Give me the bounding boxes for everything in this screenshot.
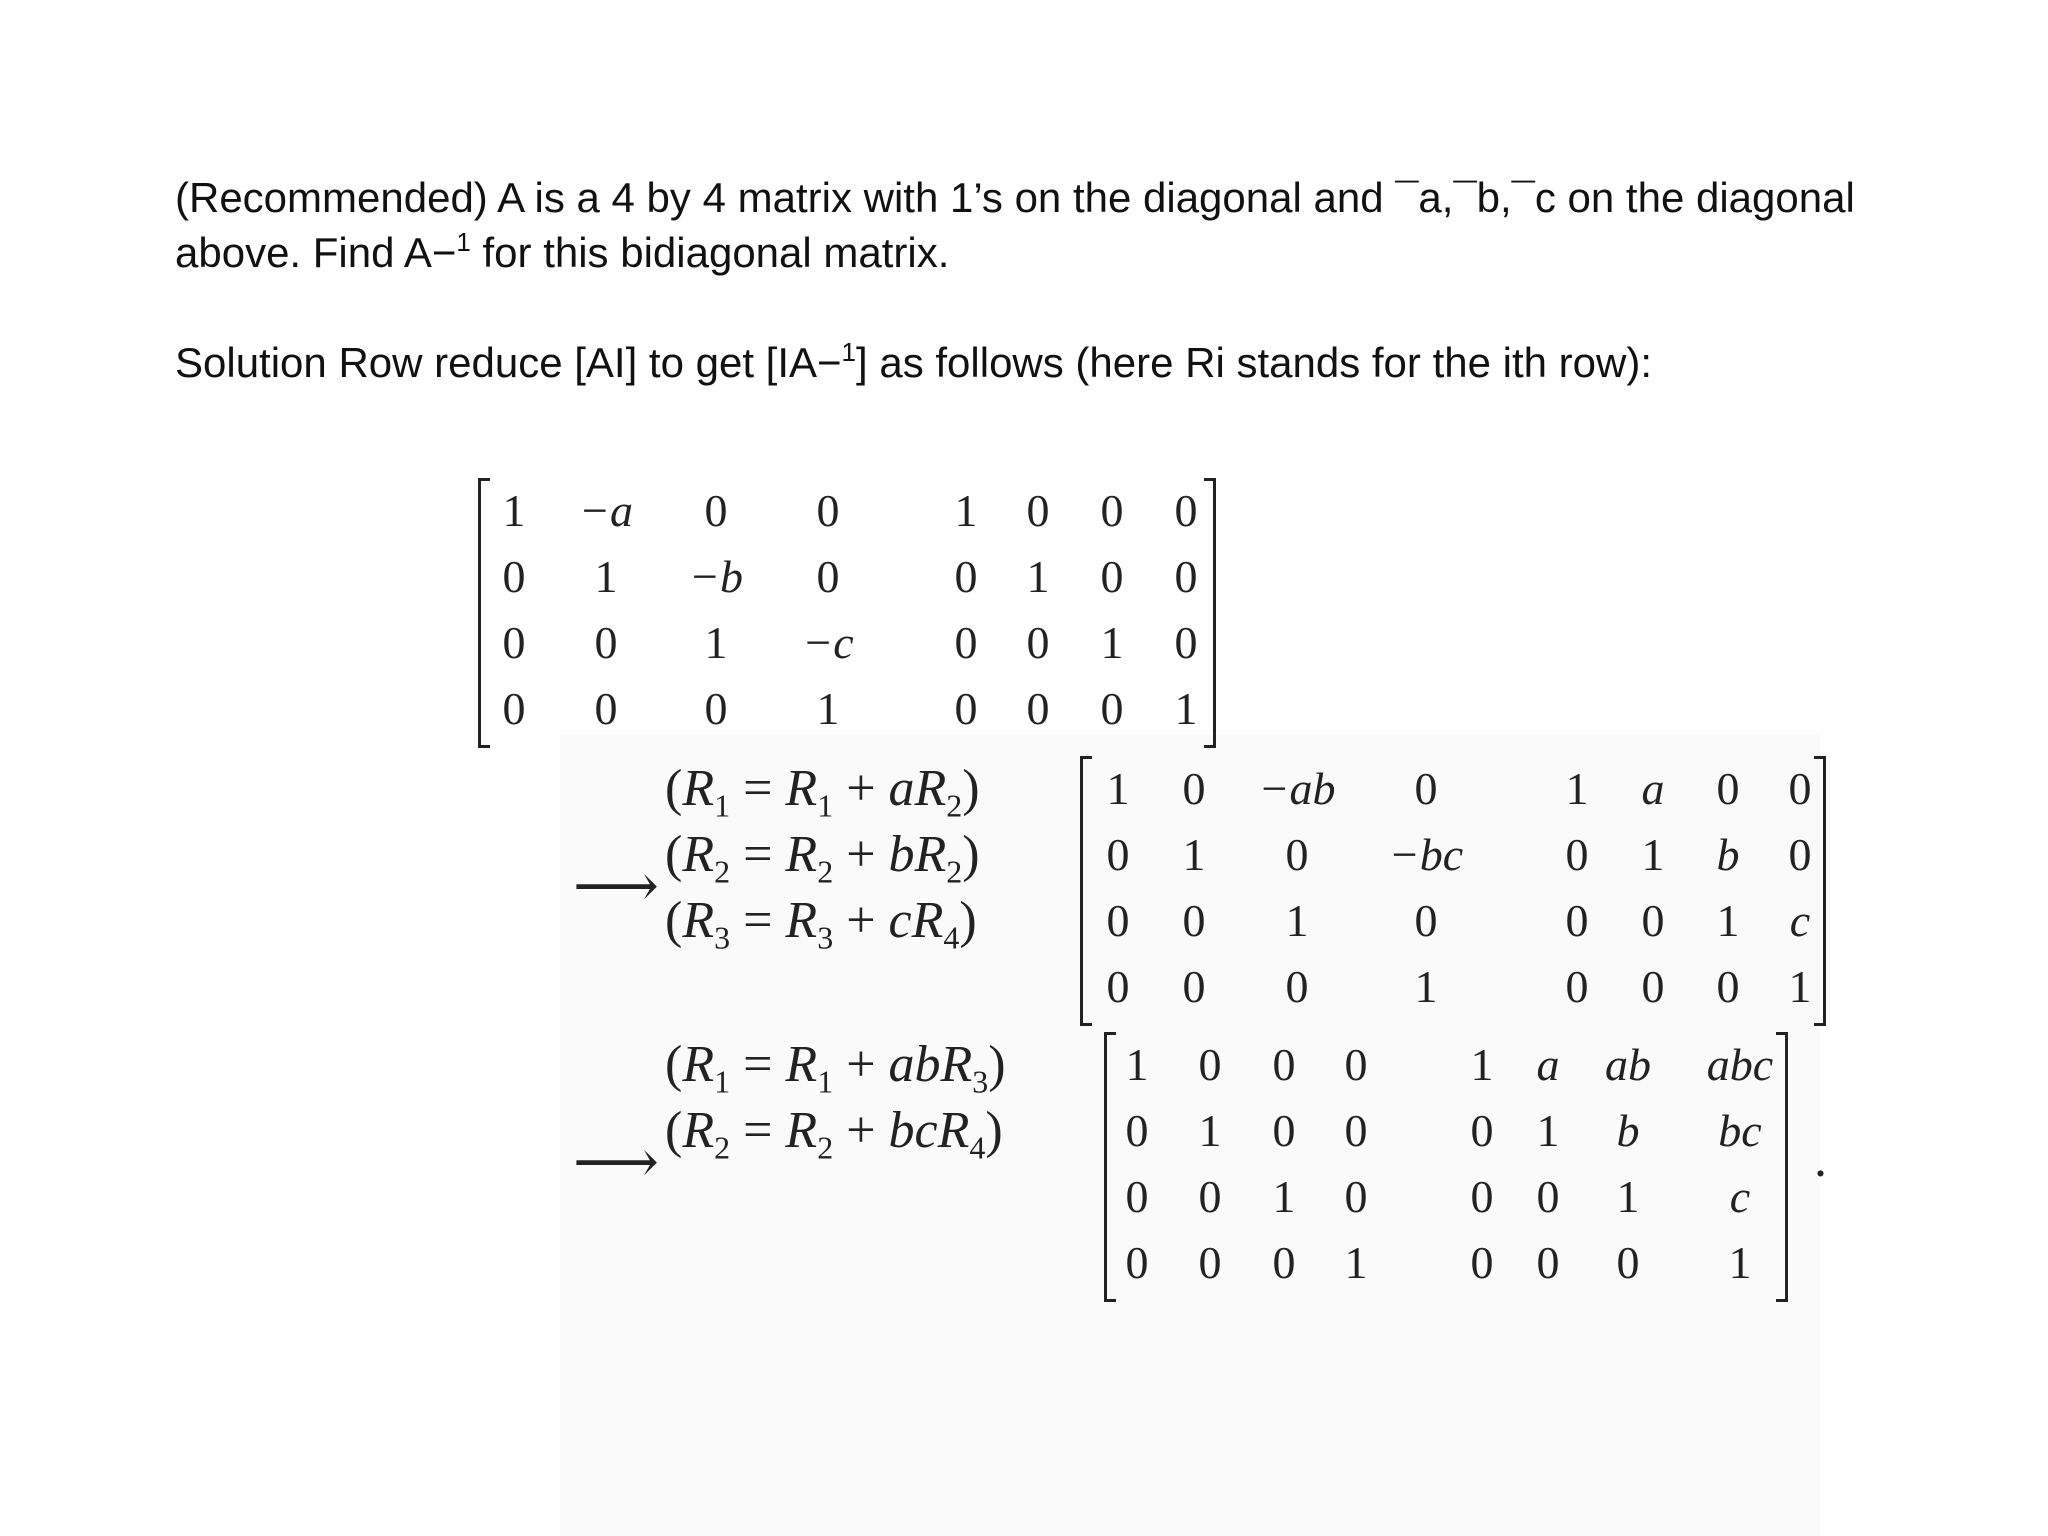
row-index: 2 [946,853,963,890]
paren: ( [665,826,683,883]
matrix-cell: 0 [1174,485,1198,536]
right-arrow-icon: ⟶ [573,851,660,921]
row-symbol: R [682,826,715,883]
matrix-cell: 0 [1565,895,1589,946]
matrix-cell: −a [578,485,634,536]
coefficient: c [888,892,912,949]
paren: ( [665,892,683,949]
plus-sign: + [833,892,889,949]
matrix-cell: 0 [1536,1171,1560,1222]
matrix-cell: 0 [954,683,978,734]
row-index: 2 [946,787,963,824]
matrix-cell: 0 [1414,763,1438,814]
matrix-cell: 0 [1285,961,1309,1012]
matrix-cell: 0 [1182,961,1206,1012]
matrix-cell: −bc [1388,829,1464,880]
matrix-cell: 0 [594,683,618,734]
matrix-cell: 0 [816,485,840,536]
matrix-cell: 0 [1536,1237,1560,1288]
matrix-cell: 0 [1470,1237,1494,1288]
row-symbol: R [785,892,818,949]
matrix-cell: 0 [1106,961,1130,1012]
equals-sign: = [730,826,786,883]
row-symbol: R [937,1102,970,1159]
row-symbol: R [682,760,715,817]
row-index: 1 [714,787,731,824]
matrix-cell: 0 [1616,1237,1640,1288]
paren: ) [962,760,980,817]
matrix-cell: a [1641,763,1665,814]
coefficient: a [888,760,915,817]
matrix-cell: 0 [1788,829,1812,880]
matrix-cell: 0 [1125,1237,1149,1288]
matrix-cell: 0 [1470,1171,1494,1222]
coefficient: b [888,826,915,883]
matrix-cell: 0 [1106,895,1130,946]
matrix-cell: 0 [704,683,728,734]
problem-text: (Recommended) A is a 4 by 4 matrix with 1’s on the diagonal and ¯a,¯b,¯c on the diagonal [175,174,1855,221]
matrix-cell: 0 [1182,763,1206,814]
row-index: 1 [714,1063,731,1100]
coefficient: ab [888,1036,941,1093]
matrix-cell: b [1716,829,1740,880]
equals-sign: = [730,1036,786,1093]
matrix-cell: 1 [1641,829,1665,880]
plus-sign: + [833,1102,889,1159]
matrix-cell: 0 [502,683,526,734]
matrix-cell: 0 [1198,1039,1222,1090]
row-operation [665,1098,1003,1164]
row-operation [665,822,980,888]
row-index: 2 [817,853,834,890]
row-index: 3 [972,1063,989,1100]
row-symbol: R [682,1036,715,1093]
matrix-cell: abc [1706,1039,1774,1090]
step2-augmented-matrix [1104,1032,1788,1302]
matrix-cell: 0 [1125,1171,1149,1222]
matrix-cell: 1 [1414,961,1438,1012]
matrix-cell: 0 [1716,961,1740,1012]
matrix-cell: bc [1718,1105,1762,1156]
matrix-cell: 0 [1198,1171,1222,1222]
matrix-cell: 1 [502,485,526,536]
matrix-cell: 1 [1174,683,1198,734]
matrix-cell: 0 [1106,829,1130,880]
matrix-cell: 1 [1285,895,1309,946]
matrix-cell: 1 [1716,895,1740,946]
equals-sign: = [730,892,786,949]
plus-sign: + [833,760,889,817]
row-index: 4 [969,1129,986,1166]
matrix-cell: 0 [502,551,526,602]
matrix-cell: 1 [1565,763,1589,814]
row-symbol: R [682,892,715,949]
matrix-cell: 0 [594,617,618,668]
matrix-cell: −c [802,617,854,668]
row-symbol: R [785,1102,818,1159]
period: . [1814,1131,1827,1188]
matrix-cell: 1 [1470,1039,1494,1090]
matrix-cell: 0 [1182,895,1206,946]
row-index: 2 [817,1129,834,1166]
matrix-cell: 1 [1616,1171,1640,1222]
step1-augmented-matrix [1080,756,1826,1026]
matrix-cell: 0 [1565,961,1589,1012]
matrix-cell: c [1729,1171,1751,1222]
solution-text: ] as follows (here Ri stands for the ith row): [856,339,1652,386]
matrix-cell: 1 [1728,1237,1752,1288]
matrix-cell: 0 [1198,1237,1222,1288]
row-index: 4 [943,919,960,956]
plus-sign: + [833,826,889,883]
matrix-cell: 1 [1198,1105,1222,1156]
matrix-cell: 1 [1788,961,1812,1012]
row-index: 2 [714,1129,731,1166]
matrix-cell: 0 [1174,617,1198,668]
matrix-cell: 0 [1272,1039,1296,1090]
matrix-cell: 0 [954,617,978,668]
problem-text: above. Find A− [175,229,457,276]
plus-sign: + [833,1036,889,1093]
matrix-cell: b [1616,1105,1640,1156]
row-index: 1 [817,1063,834,1100]
row-symbol: R [785,1036,818,1093]
right-arrow-icon: ⟶ [573,1127,660,1197]
superscript: 1 [456,227,471,257]
matrix-cell: 0 [1470,1105,1494,1156]
row-symbol: R [785,760,818,817]
step0-augmented-matrix [478,478,1216,748]
matrix-cell: 0 [1125,1105,1149,1156]
matrix-cell: 1 [816,683,840,734]
matrix-cell: 0 [816,551,840,602]
matrix-cell: 0 [1641,961,1665,1012]
matrix-cell: 0 [1026,485,1050,536]
paren: ( [665,1102,683,1159]
matrix-cell: c [1789,895,1811,946]
matrix-cell: 0 [1344,1105,1368,1156]
matrix-cell: 0 [1716,763,1740,814]
matrix-cell: 0 [502,617,526,668]
matrix-cell: 0 [1344,1039,1368,1090]
row-symbol: R [914,760,947,817]
paren: ( [665,760,683,817]
matrix-cell: 1 [704,617,728,668]
paren: ) [985,1102,1003,1159]
matrix-cell: 0 [1272,1105,1296,1156]
matrix-cell: 0 [1272,1237,1296,1288]
row-symbol: R [914,826,947,883]
paren: ( [665,1036,683,1093]
matrix-cell: 0 [1100,551,1124,602]
matrix-cell: −b [688,551,744,602]
matrix-cell: 1 [594,551,618,602]
coefficient: bc [888,1102,938,1159]
paren: ) [988,1036,1006,1093]
matrix-cell: 0 [1788,763,1812,814]
matrix-cell: 0 [1026,683,1050,734]
solution-text: Solution Row reduce [AI] to get [IA− [175,339,842,386]
paren: ) [959,892,977,949]
paren: ) [962,826,980,883]
row-symbol: R [682,1102,715,1159]
matrix-cell: 0 [1100,485,1124,536]
matrix-cell: 0 [1565,829,1589,880]
matrix-cell: 0 [1344,1171,1368,1222]
matrix-cell: 1 [1182,829,1206,880]
matrix-cell: 0 [1414,895,1438,946]
equals-sign: = [730,760,786,817]
row-operation [665,888,977,954]
matrix-cell: 1 [1106,763,1130,814]
matrix-cell: 1 [1344,1237,1368,1288]
matrix-cell: 1 [1272,1171,1296,1222]
row-symbol: R [911,892,944,949]
row-operation [665,1032,1006,1098]
equals-sign: = [730,1102,786,1159]
matrix-cell: 0 [1641,895,1665,946]
matrix-cell: 1 [954,485,978,536]
matrix-cell: 1 [1125,1039,1149,1090]
row-symbol: R [785,826,818,883]
matrix-cell: 0 [704,485,728,536]
matrix-cell: ab [1605,1039,1651,1090]
row-index: 3 [817,919,834,956]
matrix-cell: 0 [954,551,978,602]
matrix-cell: 1 [1100,617,1124,668]
matrix-cell: 0 [1174,551,1198,602]
row-index: 3 [714,919,731,956]
matrix-cell: 0 [1285,829,1309,880]
matrix-cell: 1 [1536,1105,1560,1156]
row-operation [665,756,980,822]
matrix-cell: 0 [1026,617,1050,668]
matrix-cell: −ab [1258,763,1336,814]
row-index: 2 [714,853,731,890]
problem-text: for this bidiagonal matrix. [470,229,950,276]
row-index: 1 [817,787,834,824]
matrix-cell: 1 [1026,551,1050,602]
superscript: 1 [841,337,857,367]
matrix-cell: a [1536,1039,1560,1090]
row-symbol: R [940,1036,973,1093]
matrix-cell: 0 [1100,683,1124,734]
